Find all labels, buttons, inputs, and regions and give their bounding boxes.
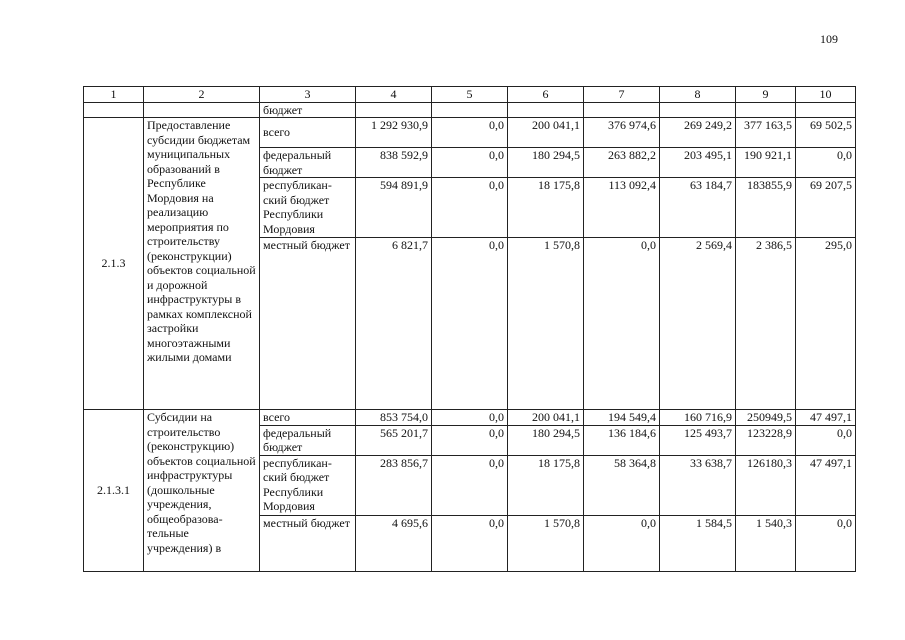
value-cell: 0,0 [584, 238, 660, 410]
value-cell: 180 294,5 [508, 148, 584, 178]
value-cell: 125 493,7 [660, 425, 736, 455]
value-cell: 376 974,6 [584, 118, 660, 148]
value-cell: 126180,3 [736, 455, 796, 515]
value-cell: 33 638,7 [660, 455, 736, 515]
column-header: 10 [796, 87, 856, 103]
funding-source-cell: федеральный бюджет [260, 148, 356, 178]
table-row [84, 118, 856, 148]
value-cell: 295,0 [796, 238, 856, 410]
table-row [84, 410, 856, 426]
value-cell: 565 201,7 [356, 425, 432, 455]
value-cell: 269 249,2 [660, 118, 736, 148]
value-cell: 0,0 [432, 118, 508, 148]
value-cell: 63 184,7 [660, 178, 736, 238]
value-cell: 69 502,5 [796, 118, 856, 148]
column-header: 3 [260, 87, 356, 103]
value-cell: 1 570,8 [508, 238, 584, 410]
value-cell: 1 584,5 [660, 515, 736, 571]
value-cell: 2 386,5 [736, 238, 796, 410]
value-cell: 180 294,5 [508, 425, 584, 455]
budget-table [83, 86, 856, 572]
funding-source-cell: местный бюджет [260, 238, 356, 410]
value-cell: 250949,5 [736, 410, 796, 426]
value-cell: 1 570,8 [508, 515, 584, 571]
value-cell: 203 495,1 [660, 148, 736, 178]
section-code-cell: 2.1.3 [84, 118, 144, 410]
value-cell: 194 549,4 [584, 410, 660, 426]
funding-source-cell: республикан-ский бюджет Республики Мордовия [260, 178, 356, 238]
value-cell: 1 292 930,9 [356, 118, 432, 148]
value-cell: 69 207,5 [796, 178, 856, 238]
value-cell: 0,0 [584, 515, 660, 571]
value-cell: 4 695,6 [356, 515, 432, 571]
value-cell: 160 716,9 [660, 410, 736, 426]
value-cell: 0,0 [796, 425, 856, 455]
section-name-cell: Предоставление субсидии бюджетам муниципальных образований в Республике Мордовия на реализацию мероприятия по строительству (реконструкции) объектов социальной и дорожной инфраструктуры в рамках комплексной застройки многоэтажными жилыми домами [144, 118, 260, 410]
funding-source-cell: федеральный бюджет [260, 425, 356, 455]
value-cell: 136 184,6 [584, 425, 660, 455]
value-cell: 0,0 [432, 515, 508, 571]
value-cell: 190 921,1 [736, 148, 796, 178]
value-cell: 283 856,7 [356, 455, 432, 515]
column-number-row [84, 87, 856, 103]
value-cell: 263 882,2 [584, 148, 660, 178]
value-cell: 0,0 [432, 425, 508, 455]
value-cell: 113 092,4 [584, 178, 660, 238]
value-cell: 18 175,8 [508, 178, 584, 238]
column-header: 7 [584, 87, 660, 103]
value-cell: 853 754,0 [356, 410, 432, 426]
value-cell: 0,0 [432, 148, 508, 178]
value-cell: 123228,9 [736, 425, 796, 455]
value-cell: 2 569,4 [660, 238, 736, 410]
section-name-cell: Субсидии на строительство (реконструкцию) объектов социальной инфраструктуры (дошкольные учреждения, общеобразова-тельные учреждения) в [144, 410, 260, 572]
column-header: 2 [144, 87, 260, 103]
value-cell: 200 041,1 [508, 118, 584, 148]
column-header: 6 [508, 87, 584, 103]
value-cell: 838 592,9 [356, 148, 432, 178]
column-header: 8 [660, 87, 736, 103]
continuation-row [84, 102, 856, 118]
value-cell: 58 364,8 [584, 455, 660, 515]
value-cell: 0,0 [432, 178, 508, 238]
page-number: 109 [820, 32, 838, 46]
funding-source-cell: всего [260, 118, 356, 148]
funding-source-cell: всего [260, 410, 356, 426]
column-header: 1 [84, 87, 144, 103]
value-cell: 0,0 [796, 148, 856, 178]
value-cell: 0,0 [432, 410, 508, 426]
column-header: 5 [432, 87, 508, 103]
continuation-source-cell: бюджет [260, 102, 356, 118]
value-cell: 0,0 [432, 238, 508, 410]
value-cell: 0,0 [432, 455, 508, 515]
value-cell: 18 175,8 [508, 455, 584, 515]
value-cell: 594 891,9 [356, 178, 432, 238]
value-cell: 183855,9 [736, 178, 796, 238]
funding-source-cell: местный бюджет [260, 515, 356, 571]
section-code-cell: 2.1.3.1 [84, 410, 144, 572]
value-cell: 6 821,7 [356, 238, 432, 410]
column-header: 9 [736, 87, 796, 103]
value-cell: 1 540,3 [736, 515, 796, 571]
value-cell: 200 041,1 [508, 410, 584, 426]
value-cell: 47 497,1 [796, 410, 856, 426]
value-cell: 0,0 [796, 515, 856, 571]
column-header: 4 [356, 87, 432, 103]
funding-source-cell: республикан-ский бюджет Республики Мордовия [260, 455, 356, 515]
value-cell: 377 163,5 [736, 118, 796, 148]
value-cell: 47 497,1 [796, 455, 856, 515]
